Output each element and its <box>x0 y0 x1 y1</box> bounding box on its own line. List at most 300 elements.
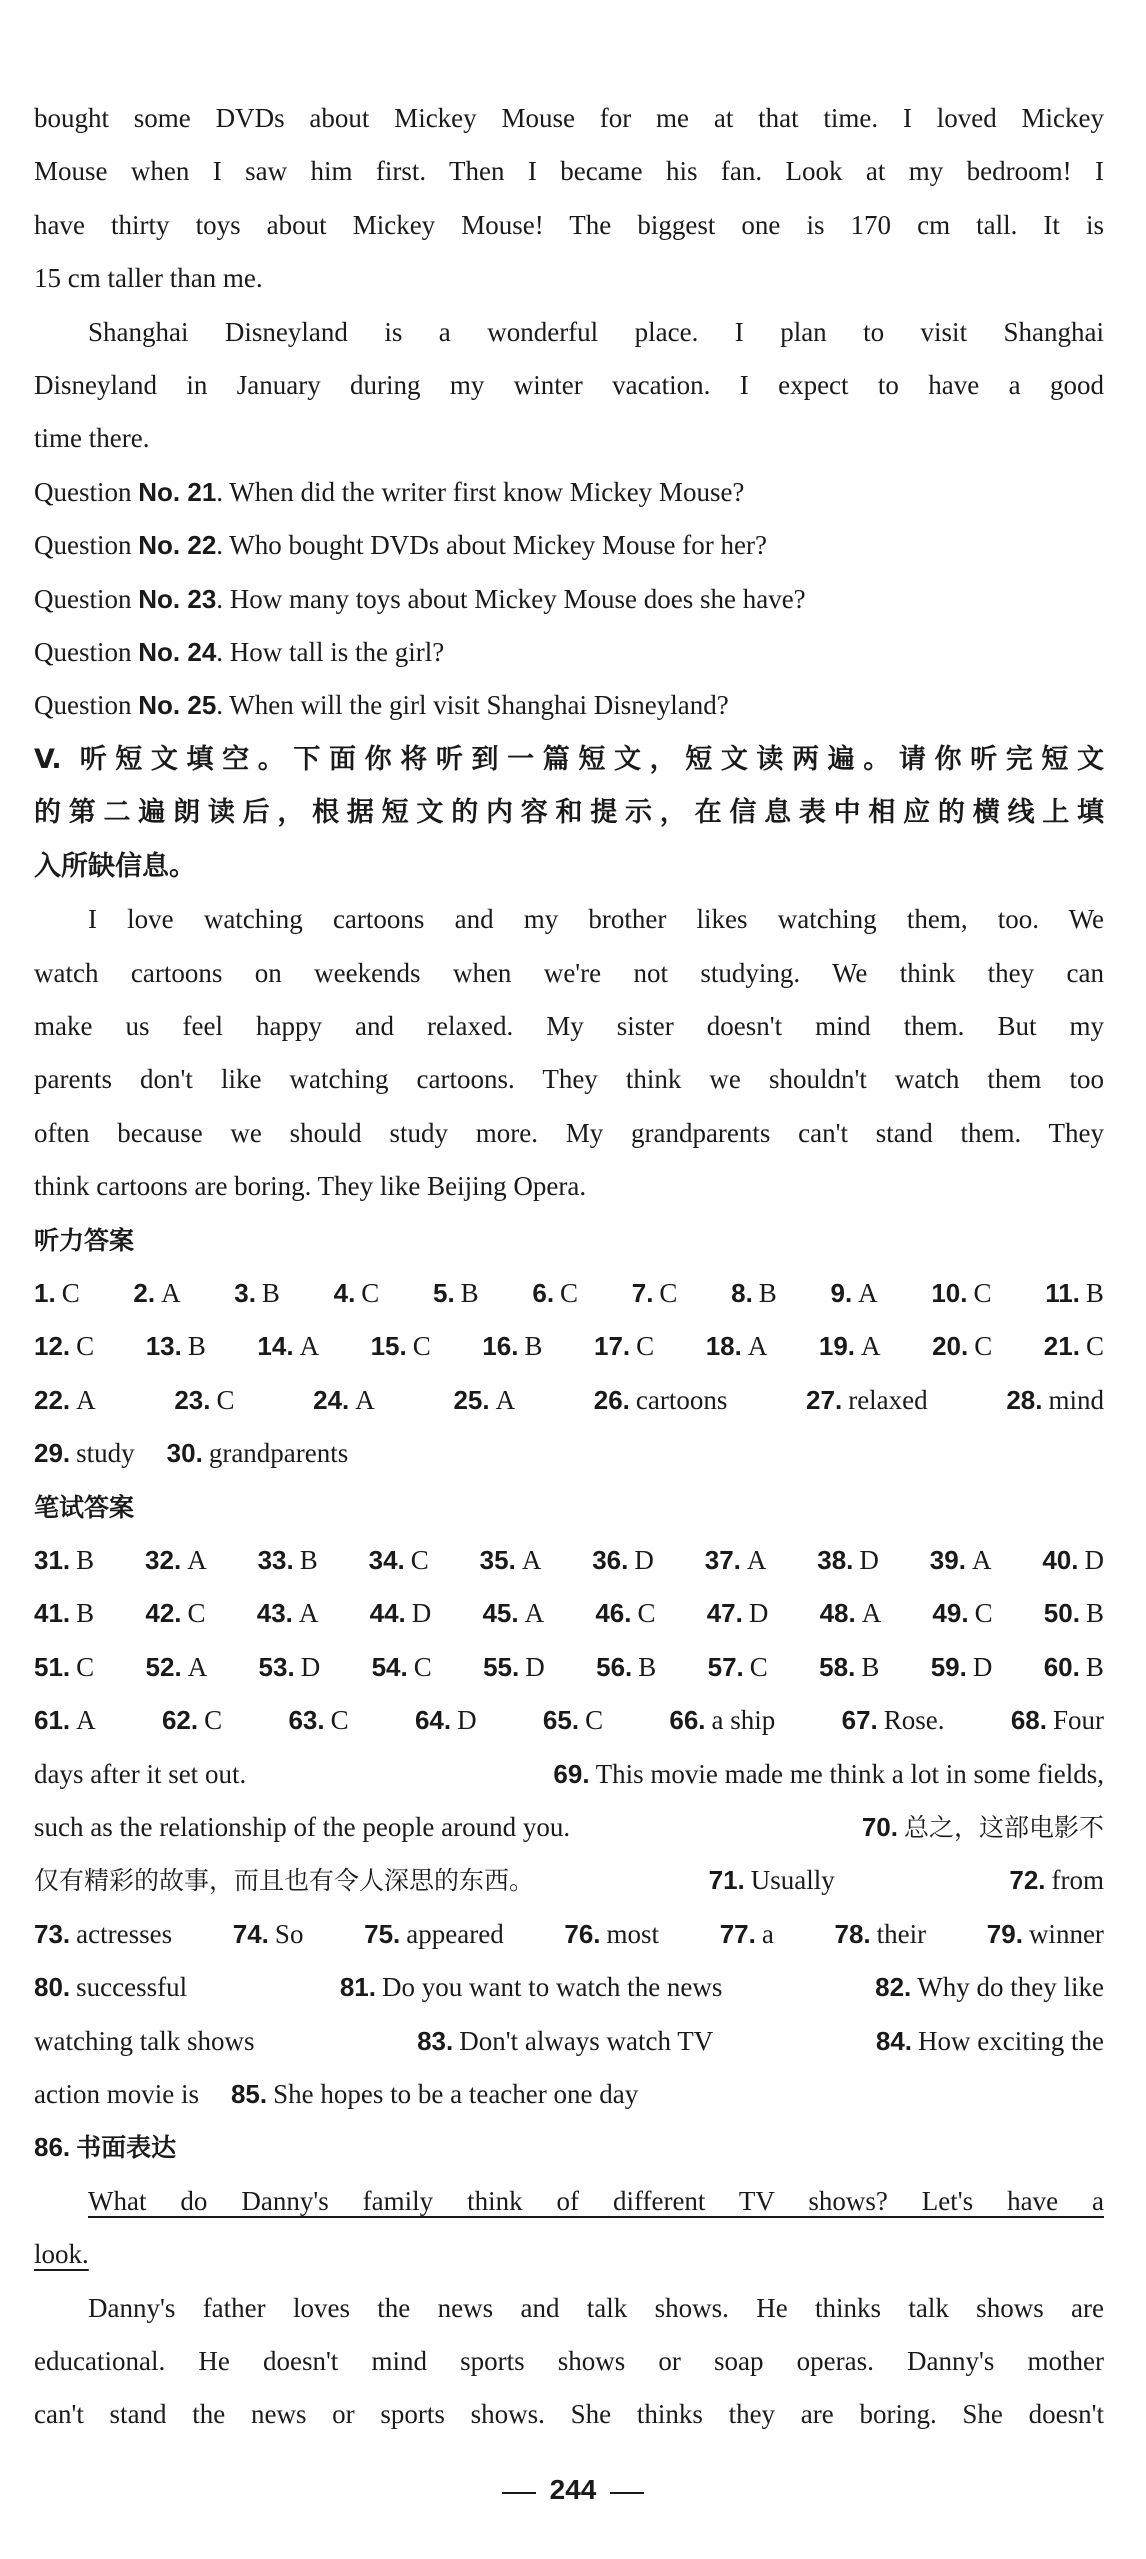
answer-number: 73. <box>34 1918 71 1949</box>
writing-body-line: Danny's father loves the news and talk shows. He thinks talk shows are <box>88 2292 1104 2323</box>
answer-number: 69. <box>553 1758 590 1789</box>
answer-item <box>34 1961 187 2014</box>
question-prefix: Question <box>34 583 139 614</box>
answer-number: 41. <box>34 1598 71 1629</box>
question-text: . When will the girl visit Shanghai Disneyland? <box>216 690 729 721</box>
section-5-heading <box>34 733 1104 893</box>
answer-item <box>167 1427 349 1480</box>
writing-title-text: What do Danny's family think of different TV shows? Let's have a <box>88 2185 1104 2216</box>
answer-item <box>705 1534 767 1587</box>
answer-number: 48. <box>819 1598 856 1629</box>
answer-number: 40. <box>1042 1544 1079 1575</box>
passage-line: have thirty toys about Mickey Mouse! The biggest one is 170 cm tall. It is <box>34 209 1104 240</box>
question-text: . How tall is the girl? <box>216 637 445 668</box>
answer-item <box>592 1534 654 1587</box>
answer-item <box>819 1320 881 1373</box>
answer-item <box>259 1641 321 1694</box>
answer-value: B <box>76 1544 95 1575</box>
answer-number: 14. <box>257 1331 294 1362</box>
answer-item <box>371 1320 431 1373</box>
answer-value: study <box>76 1438 135 1469</box>
answer-number: 32. <box>145 1544 182 1575</box>
writing-number: 86. <box>34 2132 71 2163</box>
answer-number: 58. <box>819 1651 856 1682</box>
passage-line: make us feel happy and relaxed. My sister doesn't mind them. But my <box>34 1010 1104 1041</box>
answer-number: 16. <box>482 1331 519 1362</box>
answer-item <box>34 1320 94 1373</box>
question-prefix: Question <box>34 476 139 507</box>
question-item <box>34 573 1104 626</box>
answer-value: C <box>560 1277 579 1308</box>
answer-item <box>257 1320 319 1373</box>
answer-value: C <box>637 1598 656 1629</box>
answer-value: C <box>76 1651 95 1682</box>
answer-value: A <box>161 1277 181 1308</box>
answer-item <box>875 1961 1104 2014</box>
section-heading-line: 的第二遍朗读后，根据短文的内容和提示，在信息表中相应的横线上填 <box>34 797 1104 829</box>
answer-item <box>370 1587 432 1640</box>
answer-value: So <box>274 1918 304 1949</box>
answer-value: B <box>861 1651 880 1682</box>
answer-item <box>453 1374 515 1427</box>
answer-value: B <box>524 1331 543 1362</box>
question-item <box>34 626 1104 679</box>
answer-value: grandparents <box>208 1438 349 1469</box>
answer-value: such as the relationship of the people around you. <box>34 1812 571 1842</box>
question-item <box>34 466 1104 519</box>
answer-number: 84. <box>875 2025 913 2056</box>
answer-item <box>1045 1267 1104 1320</box>
writing-title-line <box>34 2228 1104 2281</box>
answer-item <box>731 1267 777 1320</box>
answer-item <box>34 1427 135 1480</box>
answer-value: C <box>585 1705 604 1736</box>
answer-value: B <box>1085 1277 1104 1308</box>
answer-item <box>532 1267 578 1320</box>
answer-number: 70. <box>861 1812 898 1842</box>
answer-item <box>819 1641 879 1694</box>
answer-value: days after it set out. <box>34 1758 247 1789</box>
answer-item <box>234 1267 280 1320</box>
answer-number: 43. <box>256 1598 293 1629</box>
question-number: No. 22 <box>138 530 217 561</box>
answer-number: 77. <box>719 1918 756 1949</box>
answer-number: 6. <box>532 1277 555 1308</box>
answer-item <box>146 1641 208 1694</box>
answer-item <box>595 1587 655 1640</box>
answer-number: 44. <box>369 1598 406 1629</box>
answer-row <box>34 1320 1104 1373</box>
answer-item <box>372 1641 432 1694</box>
footer-dash <box>610 2492 644 2494</box>
answer-row <box>34 1534 1104 1587</box>
answer-value: C <box>187 1598 206 1629</box>
answer-number: 29. <box>34 1438 71 1469</box>
answer-item <box>34 1801 570 1854</box>
answer-number: 38. <box>817 1544 854 1575</box>
writing-heading <box>34 2121 1104 2174</box>
answer-item <box>34 2015 254 2068</box>
answer-value: C <box>330 1705 349 1736</box>
answer-item <box>707 1587 769 1640</box>
answer-item <box>1044 1641 1104 1694</box>
answer-number: 33. <box>257 1544 294 1575</box>
answer-value: actresses <box>76 1918 173 1949</box>
answer-item <box>553 1748 1104 1801</box>
answer-number: 12. <box>34 1331 71 1362</box>
answer-value: C <box>204 1705 223 1736</box>
answer-value: C <box>216 1384 235 1415</box>
answer-item <box>34 1748 246 1801</box>
answer-value: B <box>299 1544 318 1575</box>
written-open-answers <box>34 1694 1104 2121</box>
answer-number: 75. <box>364 1918 401 1949</box>
answer-value: B <box>76 1598 95 1629</box>
answer-value: C <box>412 1331 431 1362</box>
answer-number: 20. <box>932 1331 969 1362</box>
answer-value: A <box>861 1598 882 1629</box>
answer-value: She hopes to be a teacher one day <box>273 2079 639 2110</box>
answer-item <box>34 1267 80 1320</box>
answer-row <box>34 1374 1104 1427</box>
answer-row <box>34 1641 1104 1694</box>
page-number: 244 <box>549 2474 597 2505</box>
answer-value: C <box>410 1544 429 1575</box>
answer-item <box>830 1267 877 1320</box>
answer-item <box>313 1374 375 1427</box>
answer-number: 22. <box>34 1384 71 1415</box>
passage-line: think cartoons are boring. They like Beijing Opera. <box>34 1171 587 1202</box>
answer-item <box>34 1854 534 1907</box>
answer-number: 64. <box>414 1705 452 1736</box>
answer-value: 总之，这部电影不 <box>903 1813 1104 1842</box>
answer-item <box>834 1908 926 1961</box>
page-footer <box>0 2470 1146 2511</box>
answer-item <box>564 1908 659 1961</box>
answer-row <box>34 1694 1104 1747</box>
question-text: . Who bought DVDs about Mickey Mouse for her? <box>216 530 767 561</box>
answer-value: A <box>971 1544 992 1575</box>
answer-number: 7. <box>631 1277 654 1308</box>
answer-item <box>708 1641 768 1694</box>
answer-value: C <box>76 1331 95 1362</box>
answer-value: D <box>1084 1544 1104 1575</box>
answer-number: 45. <box>482 1598 519 1629</box>
passage-line: parents don't like watching cartoons. They think we shouldn't watch them too <box>34 1064 1104 1095</box>
answer-item <box>720 1908 774 1961</box>
answer-number: 67. <box>841 1705 878 1736</box>
answer-number: 65. <box>542 1705 580 1736</box>
answer-value: C <box>973 1277 992 1308</box>
answer-value: B <box>261 1277 280 1308</box>
answer-number: 17. <box>594 1331 631 1362</box>
answer-number: 3. <box>234 1277 256 1308</box>
question-prefix: Question <box>34 530 139 561</box>
answer-value: D <box>859 1544 879 1575</box>
answer-item <box>931 1641 993 1694</box>
answer-value: A <box>524 1598 545 1629</box>
answer-number: 34. <box>368 1544 405 1575</box>
writing-title: 书面表达 <box>76 2133 177 2163</box>
answer-row <box>34 1961 1104 2014</box>
answer-value: B <box>1085 1651 1104 1682</box>
answer-item <box>1006 1374 1104 1427</box>
answer-item <box>482 1587 544 1640</box>
answer-number: 19. <box>818 1331 856 1362</box>
answer-item <box>482 1320 542 1373</box>
answer-item <box>706 1320 768 1373</box>
answer-item <box>480 1534 542 1587</box>
answer-item <box>596 1641 656 1694</box>
answer-number: 72. <box>1009 1865 1046 1896</box>
answer-row <box>34 1587 1104 1640</box>
passage-line: Shanghai Disneyland is a wonderful place. I plan to visit Shanghai <box>88 316 1104 347</box>
answer-value: A <box>861 1331 881 1362</box>
answer-item <box>932 1587 992 1640</box>
answer-value: A <box>858 1277 878 1308</box>
answer-item <box>806 1374 928 1427</box>
answer-number: 27. <box>806 1384 843 1415</box>
writing-title-text: look. <box>34 2239 89 2270</box>
answer-value: A <box>187 1651 208 1682</box>
answer-number: 8. <box>731 1277 753 1308</box>
answer-item <box>257 1587 319 1640</box>
answer-item <box>594 1374 728 1427</box>
answer-value: D <box>457 1705 477 1736</box>
answer-value: C <box>749 1651 768 1682</box>
answer-item <box>930 1534 992 1587</box>
answer-number: 49. <box>932 1598 969 1629</box>
answer-value: C <box>361 1277 380 1308</box>
answer-value: winner <box>1028 1918 1104 1949</box>
question-text: . When did the writer first know Mickey Mouse? <box>216 476 745 507</box>
answer-value: C <box>413 1651 432 1682</box>
answer-item <box>364 1908 504 1961</box>
question-item <box>34 679 1104 732</box>
answer-number: 63. <box>288 1705 325 1736</box>
answer-value: C <box>974 1598 993 1629</box>
answer-value: Rose. <box>883 1705 945 1736</box>
answer-item <box>669 1694 775 1747</box>
answer-number: 26. <box>593 1384 630 1415</box>
answer-number: 79. <box>986 1918 1023 1949</box>
answer-value: A <box>298 1598 319 1629</box>
listening-answers <box>34 1267 1104 1481</box>
answer-item <box>34 2068 199 2121</box>
answer-value: D <box>634 1544 654 1575</box>
answer-row <box>34 1427 1104 1480</box>
answer-number: 1. <box>34 1277 56 1308</box>
passage-line: often because we should study more. My grandparents can't stand them. They <box>34 1117 1104 1148</box>
answer-number: 10. <box>931 1277 968 1308</box>
section-5-passage <box>34 893 1104 1213</box>
answer-item <box>543 1694 603 1747</box>
answer-number: 78. <box>834 1918 871 1949</box>
passage-line: watch cartoons on weekends when we're not studying. We think they can <box>34 957 1104 988</box>
answer-item <box>932 1320 992 1373</box>
answer-item <box>34 1374 96 1427</box>
question-prefix: Question <box>34 637 139 668</box>
answer-value: from <box>1051 1865 1104 1896</box>
answer-item <box>415 1694 477 1747</box>
answer-number: 51. <box>34 1651 71 1682</box>
answer-item <box>820 1587 882 1640</box>
answer-number: 56. <box>596 1651 633 1682</box>
passage-line: Disneyland in January during my winter vacation. I expect to have a good <box>34 370 1104 401</box>
answer-value: Do you want to watch the news <box>381 1972 723 2003</box>
answer-row <box>34 1854 1104 1907</box>
answer-number: 5. <box>432 1277 455 1308</box>
passage-end <box>34 92 1104 306</box>
writing-model <box>34 2175 1104 2442</box>
answer-item <box>1011 1694 1104 1747</box>
listening-answers-heading: 听力答案 <box>34 1225 135 1255</box>
answer-row <box>34 2068 1104 2121</box>
answer-number: 24. <box>313 1384 350 1415</box>
answer-number: 74. <box>232 1918 269 1949</box>
answer-value: D <box>411 1598 432 1629</box>
answer-value: B <box>758 1277 777 1308</box>
answer-value: mind <box>1048 1384 1104 1415</box>
writing-body-line: educational. He doesn't mind sports shows or soap operas. Danny's mother <box>34 2346 1104 2377</box>
answer-value: C <box>636 1331 655 1362</box>
answer-item <box>145 1587 205 1640</box>
answer-value: watching talk shows <box>34 2025 255 2056</box>
answer-number: 46. <box>595 1598 632 1629</box>
answer-item <box>233 1908 304 1961</box>
answer-value: B <box>460 1277 479 1308</box>
answer-item <box>1044 1587 1104 1640</box>
written-answers-heading: 笔试答案 <box>34 1492 135 1522</box>
answer-item <box>340 1961 723 2014</box>
section-heading-line: V. 听短文填空。下面你将听到一篇短文，短文读两遍。请你听完短文 <box>34 743 1104 775</box>
answer-item <box>133 1267 180 1320</box>
answer-value: most <box>606 1918 660 1949</box>
answer-item <box>594 1320 654 1373</box>
writing-title-line <box>34 2175 1104 2228</box>
answer-item <box>417 2015 713 2068</box>
answer-number: 37. <box>704 1544 741 1575</box>
answer-number: 31. <box>34 1544 71 1575</box>
answer-row <box>34 1748 1104 1801</box>
answer-item <box>709 1854 835 1907</box>
answer-value: Usually <box>750 1865 835 1896</box>
answer-item <box>34 1694 96 1747</box>
answer-number: 68. <box>1010 1705 1047 1736</box>
answer-number: 9. <box>830 1277 853 1308</box>
answer-item <box>1009 1854 1104 1907</box>
answer-number: 59. <box>930 1651 967 1682</box>
answer-item <box>258 1534 318 1587</box>
answer-value: A <box>747 1331 768 1362</box>
answer-value: A <box>495 1384 516 1415</box>
answer-number: 15. <box>370 1331 407 1362</box>
answer-value: C <box>1085 1331 1104 1362</box>
answer-value: relaxed <box>848 1384 928 1415</box>
answer-number: 76. <box>564 1918 601 1949</box>
answer-number: 83. <box>417 2025 454 2056</box>
answer-item <box>146 1320 206 1373</box>
answer-number: 54. <box>371 1651 408 1682</box>
answer-number: 25. <box>453 1384 490 1415</box>
answer-value: C <box>61 1277 80 1308</box>
answer-value: a ship <box>711 1705 776 1736</box>
answer-row <box>34 2015 1104 2068</box>
answer-item <box>1044 1320 1104 1373</box>
answer-value: D <box>748 1598 769 1629</box>
answer-value: How exciting the <box>918 2025 1104 2056</box>
answer-number: 71. <box>708 1865 745 1896</box>
answer-value: 仅有精彩的故事，而且也有令人深思的东西。 <box>34 1866 535 1896</box>
answer-item <box>34 1587 94 1640</box>
answer-item <box>433 1267 479 1320</box>
answer-number: 57. <box>707 1651 744 1682</box>
answer-value: This movie made me think a lot in some fields, <box>595 1758 1104 1789</box>
answer-item <box>34 1534 94 1587</box>
answer-number: 30. <box>166 1438 203 1469</box>
answer-number: 42. <box>145 1598 182 1629</box>
answer-value: D <box>300 1651 321 1682</box>
answer-item <box>1042 1534 1104 1587</box>
answer-item <box>174 1374 234 1427</box>
answer-number: 53. <box>258 1651 295 1682</box>
answer-value: B <box>638 1651 657 1682</box>
answer-value: Four <box>1052 1705 1104 1736</box>
answer-value: B <box>187 1331 206 1362</box>
answer-number: 18. <box>705 1331 742 1362</box>
answer-number: 39. <box>929 1544 966 1575</box>
answer-value: C <box>974 1331 993 1362</box>
footer-dash <box>502 2492 536 2494</box>
answer-number: 82. <box>875 1972 912 2003</box>
answer-number: 35. <box>479 1544 516 1575</box>
answer-item <box>817 1534 879 1587</box>
question-list <box>34 466 1104 733</box>
answer-value: A <box>299 1331 320 1362</box>
answer-value: appeared <box>406 1918 504 1949</box>
answer-item <box>632 1267 678 1320</box>
answer-number: 81. <box>339 1972 376 2003</box>
answer-number: 50. <box>1043 1598 1080 1629</box>
answer-number: 2. <box>133 1277 156 1308</box>
passage-line: bought some DVDs about Mickey Mouse for me at that time. I loved Mickey <box>34 103 1104 133</box>
answer-number: 23. <box>174 1384 211 1415</box>
answer-number: 11. <box>1045 1277 1080 1308</box>
answer-value: D <box>972 1651 993 1682</box>
question-number: No. 25 <box>138 690 217 721</box>
answer-item <box>34 1908 172 1961</box>
passage-line: time there. <box>34 423 150 454</box>
passage-line: 15 cm taller than me. <box>34 263 263 294</box>
answer-value: C <box>659 1277 678 1308</box>
answer-value: a <box>761 1918 774 1949</box>
answer-item <box>876 2015 1104 2068</box>
answer-value: successful <box>76 1972 188 2003</box>
answer-number: 28. <box>1006 1384 1043 1415</box>
answer-number: 61. <box>34 1705 71 1736</box>
answer-value: A <box>521 1544 542 1575</box>
question-number: No. 23 <box>138 583 217 614</box>
answer-number: 52. <box>145 1651 182 1682</box>
passage-line: I love watching cartoons and my brother likes watching them, too. We <box>88 904 1104 935</box>
answer-value: cartoons <box>635 1384 728 1415</box>
answer-number: 55. <box>483 1651 520 1682</box>
answer-item <box>862 1801 1104 1854</box>
answer-number: 80. <box>34 1972 71 2003</box>
answer-number: 66. <box>669 1705 706 1736</box>
answer-number: 47. <box>706 1598 743 1629</box>
answer-value: Don't always watch TV <box>459 2025 714 2056</box>
